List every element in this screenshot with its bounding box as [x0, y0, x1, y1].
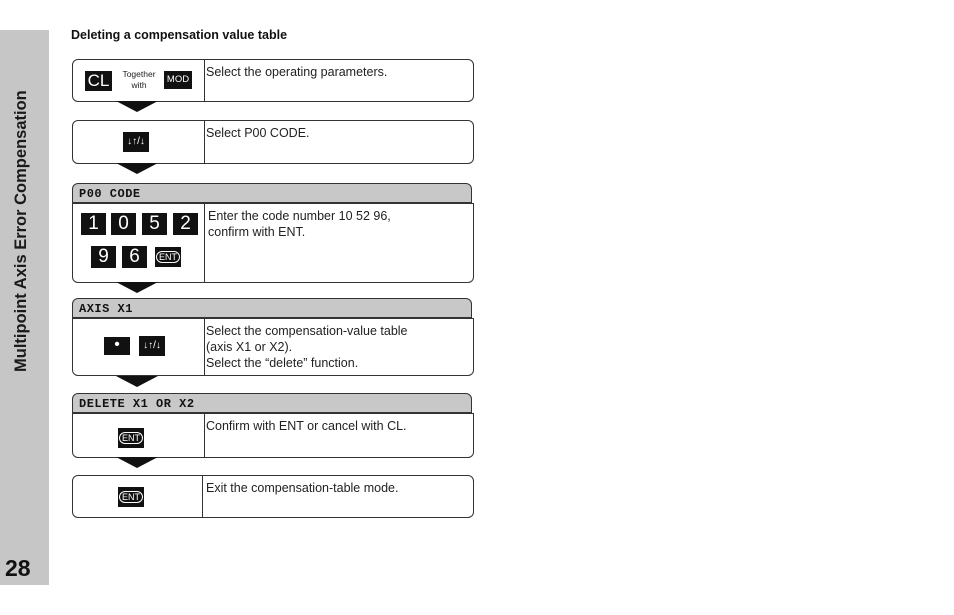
- together-label: Together: [122, 69, 156, 79]
- with-label: with: [131, 80, 147, 90]
- down-arrow-icon: [116, 163, 158, 174]
- down-arrow-icon: [116, 376, 158, 387]
- ent-key-label: ENT: [119, 432, 143, 444]
- ent-key-icon: [118, 487, 144, 507]
- digit-5-key-icon: 5: [142, 213, 167, 235]
- digit-1-key-icon: 1: [81, 213, 106, 235]
- step-6-box: [72, 475, 474, 518]
- step-4-text-line-3: Select the “delete” function.: [206, 356, 359, 370]
- decimal-point-key-icon: •: [104, 337, 130, 355]
- ent-key-icon: [155, 247, 181, 267]
- step-4-text: [206, 319, 467, 371]
- step-6-keys: [73, 476, 203, 517]
- arrow-up-down-key-icon: ↓↑/↓: [139, 336, 165, 356]
- step-1-keys: [73, 60, 205, 101]
- step-5-box: [72, 413, 474, 458]
- step-4-text-line-1: Select the compensation-value table: [206, 324, 408, 338]
- step-1-box: [72, 59, 474, 102]
- digit-9-key-icon: 9: [91, 246, 116, 268]
- sidebar-title: Multipoint Axis Error Compensation: [12, 90, 30, 372]
- down-arrow-icon: [116, 457, 158, 468]
- digit-0-key-icon: 0: [111, 213, 136, 235]
- step-1-text: Select the operating parameters.: [206, 65, 388, 79]
- cl-key-icon: CL: [85, 71, 112, 91]
- ent-key-label: ENT: [119, 491, 143, 503]
- step-2-box: [72, 120, 474, 164]
- mod-key-icon: MOD: [164, 71, 192, 89]
- step-3-text: [208, 204, 467, 240]
- display-p00-code: P00 CODE: [72, 183, 472, 203]
- step-4-text-line-2: (axis X1 or X2).: [206, 340, 293, 354]
- step-3-text-line-2: confirm with ENT.: [208, 225, 306, 239]
- section-heading: Deleting a compensation value table: [71, 28, 288, 42]
- down-arrow-icon: [116, 101, 158, 112]
- step-3-keys: [73, 204, 205, 282]
- digit-2-key-icon: 2: [173, 213, 198, 235]
- step-5-text: Confirm with ENT or cancel with CL.: [206, 419, 407, 433]
- ent-key-icon: [118, 428, 144, 448]
- step-4-box: [72, 318, 474, 376]
- arrow-up-down-key-icon: ↓↑/↓: [123, 132, 149, 152]
- step-2-keys: [73, 121, 205, 163]
- ent-key-label: ENT: [156, 251, 180, 263]
- step-3-text-line-1: Enter the code number 10 52 96,: [208, 209, 391, 223]
- step-3-box: [72, 203, 474, 283]
- digit-6-key-icon: 6: [122, 246, 147, 268]
- step-6-text: Exit the compensation-table mode.: [206, 481, 399, 495]
- page-number: 28: [5, 555, 31, 581]
- step-2-text: Select P00 CODE.: [206, 126, 310, 140]
- display-delete-x1-or-x2: DELETE X1 OR X2: [72, 393, 472, 413]
- step-5-keys: [73, 414, 205, 457]
- down-arrow-icon: [116, 282, 158, 293]
- display-axis-x1: AXIS X1: [72, 298, 472, 318]
- step-4-keys: [73, 319, 205, 375]
